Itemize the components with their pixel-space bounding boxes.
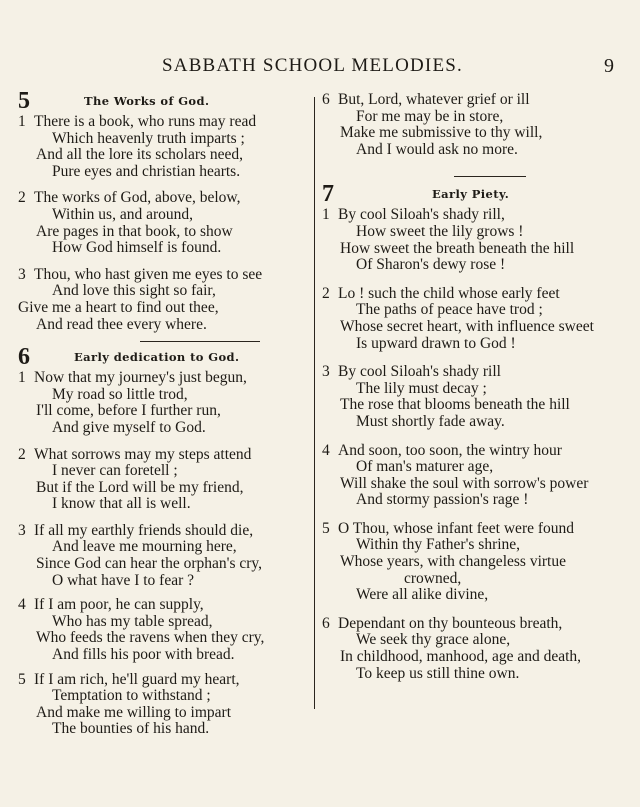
verse-line: But, Lord, whatever grief or ill xyxy=(338,91,530,108)
hymn-6-stanza-5 xyxy=(18,672,308,738)
verse-line: And give myself to God. xyxy=(52,418,206,436)
hymn-6-stanza-3 xyxy=(18,523,308,589)
verse-line: Who has my table spread, xyxy=(52,612,213,630)
verse-line: Which heavenly truth imparts ; xyxy=(52,129,245,147)
stanza-number: 6 xyxy=(322,91,330,108)
stanza-number: 4 xyxy=(322,441,330,459)
verse-line: And read thee every where. xyxy=(36,315,207,333)
hymn-7-stanza-5 xyxy=(322,521,622,604)
verse-line: How God himself is found. xyxy=(52,239,222,257)
verse-line: I know that all is well. xyxy=(52,495,191,513)
verse-line: Who feeds the ravens when they cry, xyxy=(36,629,265,647)
hymn-6-stanza-4 xyxy=(18,597,308,663)
verse-line: O Thou, whose infant feet were found xyxy=(338,519,575,537)
verse-line: Of Sharon's dewy rose ! xyxy=(356,256,506,274)
verse-line: But if the Lord will be my friend, xyxy=(36,478,244,496)
verse-line: crowned, xyxy=(404,569,462,587)
verse-line: Is upward drawn to God ! xyxy=(356,334,516,352)
hymn-6-stanza-1 xyxy=(18,370,308,436)
column-divider xyxy=(314,97,315,709)
verse-line: Make me submissive to thy will, xyxy=(340,124,543,142)
verse-line: The paths of peace have trod ; xyxy=(356,301,543,319)
verse-line: By cool Siloah's shady rill xyxy=(338,363,501,381)
verse-line: The rose that blooms beneath the hill xyxy=(340,396,570,414)
verse-line: And leave me mourning here, xyxy=(52,538,237,556)
verse-line: And I would ask no more. xyxy=(356,140,518,158)
verse-line: How sweet the breath beneath the hill xyxy=(340,239,575,257)
page-header xyxy=(0,55,640,81)
hymn-7-stanza-4 xyxy=(322,443,622,509)
hymn-divider xyxy=(140,341,260,342)
verse-line: If I am rich, he'll guard my heart, xyxy=(34,670,240,688)
verse-line: And soon, too soon, the wintry hour xyxy=(338,441,562,459)
stanza-number: 1 xyxy=(322,206,330,224)
verse-line: Within us, and around, xyxy=(52,205,194,223)
right-column xyxy=(322,92,622,692)
verse-line: Were all alike divine, xyxy=(356,586,489,604)
hymn-6-heading xyxy=(18,344,308,371)
verse-line: Whose secret heart, with influence sweet xyxy=(340,317,594,335)
verse-line: And fills his poor with bread. xyxy=(52,646,235,664)
verse-line: For me may be in store, xyxy=(356,107,504,125)
hymn-title: Early dedication to God. xyxy=(74,350,240,365)
hymn-number: 6 xyxy=(18,344,30,371)
hymn-7-stanza-6 xyxy=(322,616,622,682)
verse-line: The lily must decay ; xyxy=(356,379,487,397)
verse-line: Give me a heart to find out thee, xyxy=(18,298,219,316)
hymn-title: The Works of God. xyxy=(84,94,210,108)
verse-line: I never can foretell ; xyxy=(52,462,178,480)
hymn-7-stanza-2 xyxy=(322,286,622,352)
verse-line: Now that my journey's just begun, xyxy=(34,369,247,387)
verse-line: What sorrows may my steps attend xyxy=(34,445,252,463)
verse-line: And stormy passion's rage ! xyxy=(356,491,529,509)
verse-line: There is a book, who runs may read xyxy=(34,113,257,130)
verse-line: The works of God, above, below, xyxy=(34,189,241,207)
stanza-number: 3 xyxy=(18,521,26,539)
verse-line: And all the lore its scholars need, xyxy=(36,146,244,164)
verse-line: Within thy Father's shrine, xyxy=(356,536,521,554)
running-title: SABBATH SCHOOL MELODIES. xyxy=(162,55,463,76)
hymn-7-stanza-3 xyxy=(322,364,622,430)
stanza-number: 2 xyxy=(18,189,26,207)
hymn-5-stanza-3 xyxy=(18,267,308,333)
stanza-number: 4 xyxy=(18,596,26,614)
verse-line: Will shake the soul with sorrow's power xyxy=(340,474,589,492)
hymn-6-stanza-2 xyxy=(18,447,308,513)
verse-line: Pure eyes and christian hearts. xyxy=(52,162,241,180)
verse-line: In childhood, manhood, age and death, xyxy=(340,648,582,666)
stanza-number: 1 xyxy=(18,369,26,387)
hymn-title: Early Piety. xyxy=(432,187,510,202)
verse-line: We seek thy grace alone, xyxy=(356,631,511,649)
hymn-number: 5 xyxy=(18,88,30,114)
stanza-number: 3 xyxy=(18,265,26,283)
stanza-number: 2 xyxy=(18,445,26,463)
stanza-number: 6 xyxy=(322,614,330,632)
verse-line: I'll come, before I further run, xyxy=(36,402,221,420)
page-number: 9 xyxy=(604,55,614,77)
hymn-7-heading xyxy=(322,181,622,208)
verse-line: Thou, who hast given me eyes to see xyxy=(34,265,263,283)
hymn-5-heading xyxy=(18,88,308,114)
hymn-divider xyxy=(454,176,526,177)
verse-line: And love this sight so fair, xyxy=(52,282,216,300)
verse-line: By cool Siloah's shady rill, xyxy=(338,206,505,224)
verse-line: Lo ! such the child whose early feet xyxy=(338,284,560,302)
hymn-number: 7 xyxy=(322,181,334,208)
verse-line: O what have I to fear ? xyxy=(52,571,195,589)
verse-line: Dependant on thy bounteous breath, xyxy=(338,614,563,632)
hymn-7-stanza-1 xyxy=(322,207,622,273)
verse-line: If all my earthly friends should die, xyxy=(34,521,254,539)
stanza-number: 3 xyxy=(322,363,330,381)
verse-line: How sweet the lily grows ! xyxy=(356,222,524,240)
verse-line: Are pages in that book, to show xyxy=(36,222,233,240)
verse-line: Of man's maturer age, xyxy=(356,458,494,476)
verse-line: And make me willing to impart xyxy=(36,703,232,721)
verse-line: My road so little trod, xyxy=(52,385,188,403)
stanza-number: 2 xyxy=(322,284,330,302)
verse-line: Temptation to withstand ; xyxy=(52,687,211,705)
verse-line: Must shortly fade away. xyxy=(356,412,505,430)
verse-line: The bounties of his hand. xyxy=(52,720,210,738)
verse-line: If I am poor, he can supply, xyxy=(34,596,204,614)
verse-line: Whose years, with changeless virtue xyxy=(340,553,566,571)
verse-line: To keep us still thine own. xyxy=(356,664,520,682)
hymn-6-stanza-6 xyxy=(322,92,622,158)
hymn-5-stanza-1 xyxy=(18,114,308,180)
hymn-5-stanza-2 xyxy=(18,190,308,256)
stanza-number: 1 xyxy=(18,113,26,130)
left-column xyxy=(18,88,308,748)
stanza-number: 5 xyxy=(18,670,26,688)
verse-line: Since God can hear the orphan's cry, xyxy=(36,555,263,573)
stanza-number: 5 xyxy=(322,519,330,537)
